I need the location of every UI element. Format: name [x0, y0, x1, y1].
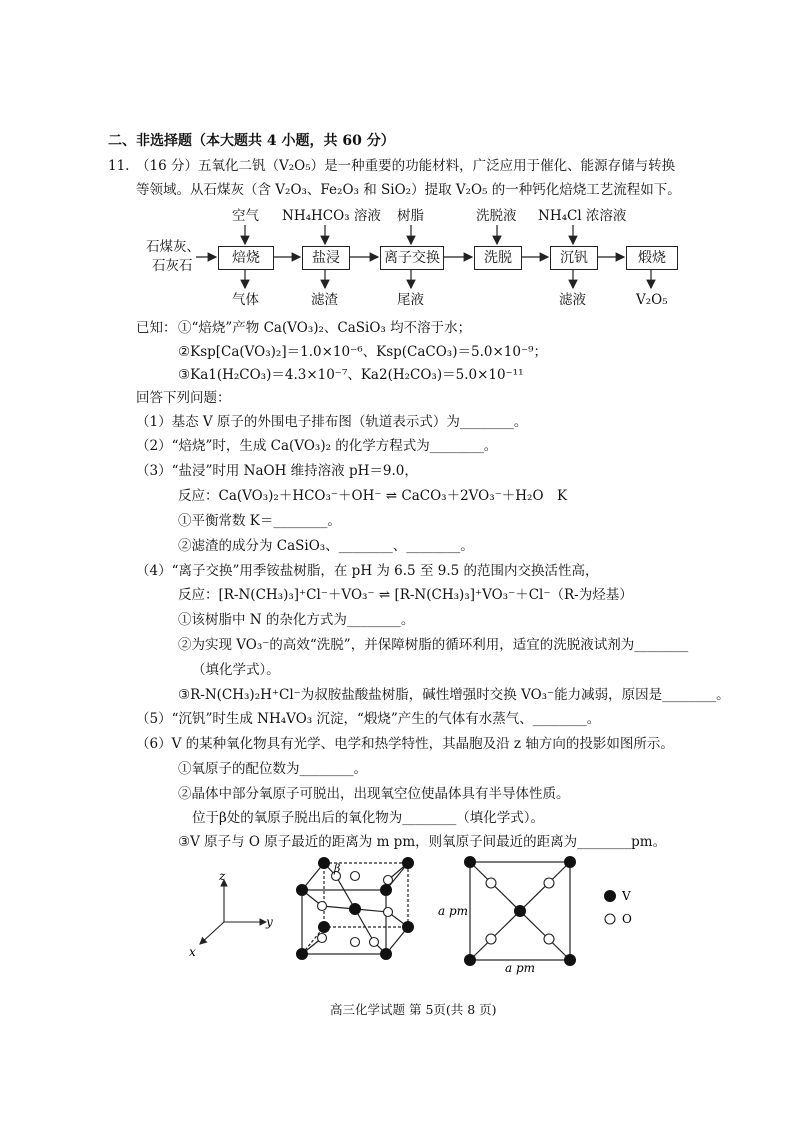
part-4-1: ①该树脂中 N 的杂化方式为________。 — [178, 612, 415, 628]
part-4-3: ③R-N(CH₃)₂H⁺Cl⁻为叔胺盐酸盐树脂，碱性增强时交换 VO₃⁻能力减弱，原因是________。 — [178, 687, 730, 703]
part-6: （6）V 的某种氧化物具有光学、电学和热学特性，其晶胞及沿 z 轴方向的投影如图所示。 — [136, 736, 674, 752]
input-nh4cl: NH₄Cl 浓溶液 — [538, 208, 627, 224]
part-3-1: ①平衡常数 K＝________。 — [178, 513, 341, 529]
beta-site-label: β — [334, 862, 341, 875]
part-1: （1）基态 V 原子的外围电子排布图（轨道表示式）为________。 — [136, 414, 528, 430]
part-4-reaction: 反应：[R-N(CH₃)₃]⁺Cl⁻＋VO₃⁻ ⇌ [R-N(CH₃)₃]⁺VO₃⁻＋Cl⁻（R-为烃基） — [178, 587, 633, 603]
question-stem-line1: （16 分）五氧化二钒（V₂O₅）是一种重要的功能材料，广泛应用于催化、能源存储与转换 — [136, 158, 676, 174]
part-6-3: ③V 原子与 O 原子最近的距离为 m pm，则氧原子间最近的距离为________pm。 — [178, 834, 667, 850]
axis-z-label: z — [219, 869, 226, 883]
axis-x-label: x — [189, 945, 196, 959]
output-filtrate: 滤液 — [559, 292, 586, 308]
part-4-2-continued: （填化学式）。 — [192, 662, 280, 678]
input-eluent: 洗脱液 — [476, 208, 517, 224]
section-title: 二、非选择题（本大题共 4 小题，共 60 分） — [108, 133, 395, 149]
coordinate-axes — [200, 880, 266, 944]
legend-v-label: V — [622, 889, 631, 903]
legend-o-label: O — [622, 912, 632, 926]
known-intro: 已知： — [136, 320, 177, 336]
step-calcination: 煅烧 — [626, 246, 678, 270]
axis-y-label: y — [266, 915, 273, 929]
part-4-2: ②为实现 VO₃⁻的高效“洗脱”，并保障树脂的循环利用，适宜的洗脱液试剂为________ — [178, 637, 689, 653]
question-stem-line2: 等领域。从石煤灰（含 V₂O₃、Fe₂O₃ 和 SiO₂）提取 V₂O₅ 的一种钙化焙烧工艺流程如下。 — [136, 182, 681, 198]
answer-prompt: 回答下列问题： — [136, 390, 231, 406]
dimension-label-bottom: a pm — [505, 961, 536, 975]
input-resin: 树脂 — [397, 208, 424, 224]
raw-material-line1: 石煤灰、 — [146, 239, 200, 255]
part-2: （2）“焙烧”时，生成 Ca(VO₃)₂ 的化学方程式为________。 — [136, 438, 498, 454]
output-v2o5: V₂O₅ — [636, 292, 668, 308]
step-elution: 洗脱 — [474, 246, 522, 270]
question-number: 11. — [108, 158, 130, 174]
step-roasting: 焙烧 — [218, 246, 274, 270]
output-tail-liquid: 尾液 — [397, 292, 424, 308]
known-2: ②Ksp[Ca(VO₃)₂]＝1.0×10⁻⁶、Ksp(CaCO₃)＝5.0×10⁻⁹； — [178, 344, 547, 360]
part-5: （5）“沉钒”时生成 NH₄VO₃ 沉淀，“煅烧”产生的气体有水蒸气、________。 — [136, 711, 601, 727]
part-6-2-continued: 位于β处的氧原子脱出后的氧化物为________（填化学式）。 — [192, 810, 545, 826]
dimension-label-left: a pm — [438, 904, 469, 918]
output-gas: 气体 — [232, 292, 259, 308]
raw-material-line2: 石灰石 — [152, 258, 193, 274]
page-footer: 高三化学试题 第 5页(共 8 页) — [330, 1002, 497, 1017]
step-salt-leaching: 盐浸 — [302, 246, 350, 270]
known-3: ③Ka1(H₂CO₃)＝4.3×10⁻⁷、Ka2(H₂CO₃)＝5.0×10⁻¹¹ — [178, 367, 524, 383]
known-1: ①“焙烧”产物 Ca(VO₃)₂、CaSiO₃ 均不溶于水； — [178, 320, 472, 336]
part-6-1: ①氧原子的配位数为________。 — [178, 761, 367, 777]
part-3-2: ②滤渣的成分为 CaSiO₃、________、________。 — [178, 538, 474, 554]
input-nh4hco3: NH₄HCO₃ 溶液 — [282, 208, 381, 224]
part-3-reaction: 反应：Ca(VO₃)₂＋HCO₃⁻＋OH⁻ ⇌ CaCO₃＋2VO₃⁻＋H₂O K — [178, 488, 568, 504]
part-6-2: ②晶体中部分氧原子可脱出，出现氧空位使晶体具有半导体性质。 — [178, 786, 570, 802]
part-3: （3）“盐浸”时用 NaOH 维持溶液 pH＝9.0， — [136, 463, 418, 479]
step-vanadium-precipitation: 沉钒 — [550, 246, 598, 270]
legend — [604, 890, 616, 924]
step-ion-exchange: 离子交换 — [380, 246, 444, 270]
output-residue: 滤渣 — [311, 292, 338, 308]
input-air: 空气 — [232, 208, 259, 224]
part-4: （4）“离子交换”用季铵盐树脂，在 pH 为 6.5 至 9.5 的范围内交换活性高， — [136, 563, 599, 579]
